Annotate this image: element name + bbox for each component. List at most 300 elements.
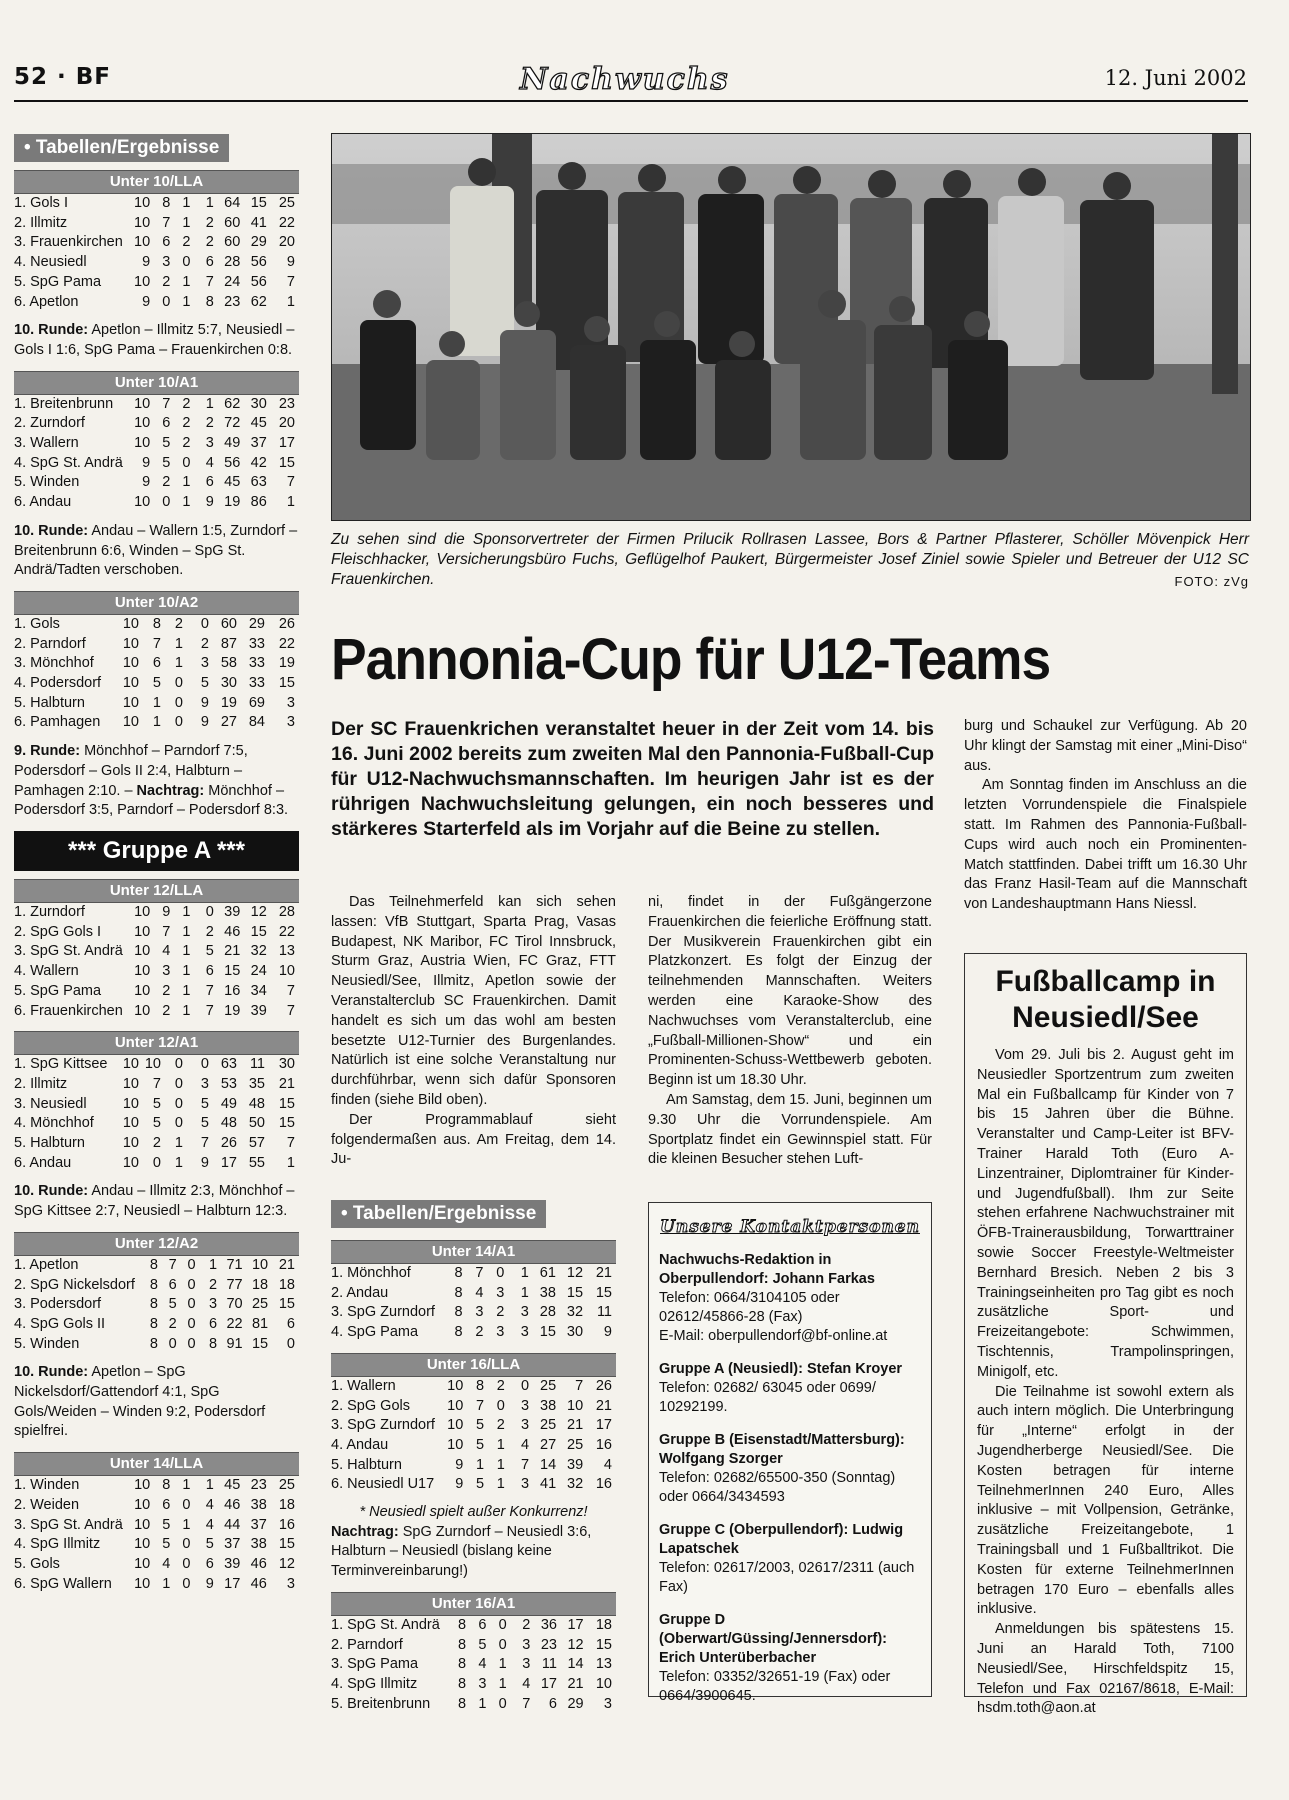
stat-value: 19: [224, 1002, 241, 1019]
stat-value: 8: [475, 1377, 485, 1394]
stat-value: 10: [122, 1135, 139, 1152]
stat-value: 81: [251, 1315, 269, 1332]
stat-value: 7: [162, 395, 171, 412]
table-row: [14, 1055, 299, 1075]
table-row: [14, 903, 299, 923]
stat-value: 0: [182, 1575, 191, 1592]
stat-value: 1: [520, 1265, 529, 1281]
team-name: 1. Wallern: [331, 1377, 396, 1394]
stat-value: 1: [498, 1656, 507, 1673]
stat-value: 18: [251, 1276, 269, 1293]
team-name: 4. Podersdorf: [14, 675, 102, 692]
stat-value: 6: [478, 1616, 487, 1633]
stat-value: 8: [458, 1616, 467, 1633]
stat-value: 0: [168, 1335, 177, 1352]
contact-details: Telefon: 02682/ 63045 oder 0699/ 10292199.: [659, 1380, 876, 1415]
stat-value: 25: [540, 1417, 557, 1434]
article-paragraph: Am Samstag, dem 15. Juni, beginnen um 9.30 Uhr die Vorrundenspiele. Am Sportplatz findet ein Gewinnspiel statt. Für die kleinen Besucher stehen Luft-: [648, 1091, 932, 1168]
stat-value: 58: [220, 655, 237, 672]
stat-value: 6: [205, 1555, 214, 1572]
stat-value: 10: [122, 714, 139, 731]
stat-value: 10: [134, 1575, 151, 1592]
stat-value: 8: [152, 615, 161, 632]
stat-value: 4: [522, 1675, 531, 1692]
stat-value: 15: [539, 1324, 556, 1341]
stat-value: 9: [142, 254, 151, 271]
stat-value: 30: [220, 675, 237, 692]
stat-value: 4: [475, 1284, 484, 1301]
stat-value: 20: [278, 415, 295, 432]
stat-value: 17: [567, 1616, 584, 1633]
team-name: 3. SpG St. Andrä: [14, 943, 123, 960]
stat-value: 0: [174, 675, 183, 692]
table-row: [331, 1284, 616, 1304]
stat-value: 62: [250, 293, 267, 310]
header-rule: [14, 100, 1248, 102]
middle-results-column: [331, 1200, 616, 1724]
article-paragraph: Der Programmablauf sieht folgendermaßen aus. Am Freitag, dem 14. Ju-: [331, 1111, 616, 1168]
table-row: [14, 1134, 299, 1154]
stat-value: 10: [134, 963, 151, 980]
team-name: 4. Neusiedl: [14, 254, 87, 271]
stat-value: 1: [498, 1675, 507, 1692]
table-title: Unter 10/A1: [14, 371, 299, 395]
table-row: [14, 253, 299, 273]
stat-value: 2: [205, 923, 214, 940]
stat-value: 32: [250, 943, 267, 960]
stat-value: 7: [168, 1256, 177, 1273]
stat-value: 1: [182, 1516, 191, 1533]
stat-value: 42: [250, 454, 267, 471]
table-row: [331, 1436, 616, 1456]
stat-value: 1: [478, 1695, 487, 1712]
team-name: 4. SpG Illmitz: [14, 1536, 101, 1553]
stat-value: 15: [224, 963, 241, 980]
stat-value: 10: [134, 415, 151, 432]
stat-value: 15: [278, 1115, 295, 1132]
table-row: [14, 493, 299, 513]
contact-details: Telefon: 02682/65500-350 (Sonntag) oder 0664/3434593: [659, 1470, 896, 1505]
camp-body: [977, 1046, 1234, 1719]
stat-value: 8: [205, 293, 214, 310]
stat-value: 15: [278, 454, 295, 471]
table-row: [331, 1416, 616, 1436]
stat-value: 34: [250, 982, 267, 999]
team-name: 3. SpG Pama: [331, 1656, 419, 1673]
stat-value: 23: [540, 1636, 557, 1653]
team-name: 5. Winden: [14, 474, 80, 491]
stat-value: 2: [496, 1304, 505, 1321]
table-row: [14, 1555, 299, 1575]
stat-value: 9: [286, 254, 295, 271]
team-name: 6. Frauenkirchen: [14, 1002, 123, 1019]
team-name: 2. Illmitz: [14, 214, 68, 231]
stat-value: 48: [220, 1115, 237, 1132]
stat-value: 4: [162, 943, 171, 960]
stat-value: 41: [540, 1476, 557, 1493]
stat-value: 2: [496, 1377, 505, 1394]
team-name: 5. Gols: [14, 1555, 60, 1572]
stat-value: 21: [567, 1417, 584, 1434]
stat-value: 9: [142, 293, 151, 310]
standings-rows: [14, 615, 299, 733]
stat-value: 1: [182, 474, 191, 491]
camp-paragraph: Die Teilnahme ist sowohl extern als auch intern möglich. Die Unterbringung für „Interne“ erfolgt in der Jugendherberge Neusiedl/See. Die Kosten betragen für interne TeilnehmerInnen 240 Euro, Alles inklusive – mit Vollpension, Getränke, zusätzliche Freizeitangebote, 1 Trainingsball und 1 Fußballtrikot. Die Kosten für externe TeilnehmerInnen betragen 170 Euro – ebenfalls alles inklusive.: [977, 1383, 1234, 1618]
stat-value: 3: [286, 694, 295, 711]
table-row: [14, 635, 299, 655]
stat-value: 0: [174, 714, 183, 731]
standings-table: [14, 371, 299, 581]
stat-value: 1: [182, 982, 191, 999]
article-paragraph: burg und Schaukel zur Verfügung. Ab 20 Uhr klingt der Samstag mit einer „Mini-Diso“ aus.: [964, 718, 1247, 774]
stat-value: 5: [200, 1115, 209, 1132]
stat-value: 7: [200, 1135, 209, 1152]
team-photo-image: [332, 134, 1250, 520]
stat-value: 7: [286, 982, 295, 999]
stat-value: 25: [251, 1296, 269, 1313]
stat-value: 0: [498, 1616, 507, 1633]
stat-value: 8: [454, 1304, 463, 1321]
stat-value: 9: [200, 1154, 209, 1171]
stat-value: 37: [224, 1536, 241, 1553]
stat-value: 3: [162, 963, 171, 980]
stat-value: 5: [162, 435, 171, 452]
standings-group-1: [14, 170, 299, 821]
table-row: [331, 1303, 616, 1323]
stat-value: 2: [162, 1002, 171, 1019]
stat-value: 0: [174, 694, 183, 711]
table-row: [14, 1075, 299, 1095]
stat-value: 1: [286, 1154, 295, 1171]
stat-value: 33: [248, 655, 265, 672]
stat-value: 3: [286, 1575, 295, 1592]
round-label: 10. Runde:: [14, 522, 89, 539]
table-row: [331, 1397, 616, 1417]
stat-value: 37: [250, 1516, 267, 1533]
camp-paragraph: Anmeldungen bis spätestens 15. Juni an Harald Toth, 7100 Neusiedl/See, Hirschfeldspitz 15, Telefon und Fax 02167/8618, E-Mail: hsdm.toth@aon.at: [977, 1621, 1234, 1717]
stat-value: 49: [224, 435, 241, 452]
stat-value: 10: [122, 1095, 139, 1112]
stat-value: 0: [498, 1695, 507, 1712]
stat-value: 10: [122, 1056, 139, 1073]
table-row: [331, 1675, 616, 1695]
stat-value: 7: [205, 273, 214, 290]
stat-value: 15: [566, 1284, 584, 1301]
stat-value: 37: [250, 435, 267, 452]
stat-value: 5: [152, 675, 161, 692]
stat-value: 23: [250, 1477, 267, 1494]
stat-value: 62: [224, 395, 241, 412]
stat-value: 44: [224, 1516, 241, 1533]
table-title: Unter 14/LLA: [14, 1452, 299, 1476]
team-name: 2. SpG Gols I: [14, 923, 102, 940]
standings-rows: [14, 194, 299, 312]
table-row: [331, 1695, 616, 1715]
stat-value: 27: [540, 1436, 557, 1453]
stat-value: 10: [134, 1496, 151, 1513]
stat-value: 8: [149, 1335, 158, 1352]
round-text: Mönchhof – Podersdorf 3:5, Parndorf – Podersdorf 8:3.: [14, 782, 289, 819]
stat-value: 21: [567, 1675, 584, 1692]
standings-rows: [14, 903, 299, 1021]
standings-table: [14, 1232, 299, 1442]
team-name: 6. Neusiedl U17: [331, 1476, 435, 1493]
stat-value: 0: [496, 1265, 505, 1281]
stat-value: 4: [162, 1555, 171, 1572]
stat-value: 25: [278, 195, 295, 211]
team-name: 3. Podersdorf: [14, 1296, 102, 1313]
stat-value: 22: [278, 214, 295, 231]
stat-value: 26: [220, 1135, 237, 1152]
stat-value: 10: [134, 1477, 151, 1494]
article-paragraph: Das Teilnehmerfeld kan sich sehen lassen: VfB Stuttgart, Sparta Prag, Vasas Budapest, NK Maribor, FC Tirol Innsbruck, Sturm Graz, Austria Wien, FC Graz, FTT Neusiedl/See, Illmitz, Apetlon sowie der Veranstalterclub SC Frauenkirchen. Damit handelt es sich um das wohl am besten besetzte U12-Turnier des Burgenlandes. Natürlich ist eine solche Veranstaltung nur durchführbar, wenn sich dafür Sponsoren finden (siehe Bild oben).: [331, 894, 616, 1108]
stat-value: 10: [134, 234, 151, 251]
stat-value: 2: [496, 1417, 505, 1434]
stat-value: 10: [447, 1436, 464, 1453]
stat-value: 7: [522, 1695, 531, 1712]
stat-value: 10: [134, 903, 151, 920]
table-row: [14, 615, 299, 635]
stat-value: 8: [458, 1636, 467, 1653]
stat-value: 0: [152, 1154, 161, 1171]
stat-value: 46: [250, 1555, 267, 1572]
round-results: [14, 321, 299, 360]
person: [450, 158, 514, 356]
stat-value: 11: [249, 1056, 265, 1073]
table-row: [14, 214, 299, 234]
team-name: 2. Parndorf: [14, 635, 86, 652]
table-title: Unter 16/LLA: [331, 1353, 616, 1377]
team-name: 4. Wallern: [14, 963, 79, 980]
stat-value: 2: [162, 273, 171, 290]
article-paragraph: Am Sonntag finden im Anschluss an die letzten Vorrundenspiele die Finalspiele statt. Im Rahmen des Pannonia-Fußball-Cups wird auch noch ein Prominenten-Match stattfinden. Dabei trifft um 16.30 Uhr das Franz Hasil-Team auf die Mannschaft von Landeshauptmann Hans Niessl.: [964, 777, 1247, 913]
stat-value: 39: [567, 1456, 584, 1473]
team-name: 2. Zurndorf: [14, 415, 85, 432]
team-name: 5. Breitenbrunn: [331, 1695, 431, 1712]
stat-value: 8: [149, 1256, 158, 1273]
contact-details: Telefon: 0664/3104105 oder 02612/45866-28 (Fax) E-Mail: oberpullendorf@bf-online.at: [659, 1290, 888, 1344]
stat-value: 33: [248, 635, 265, 652]
team-name: 3. SpG St. Andrä: [14, 1516, 123, 1533]
round-label: 10. Runde:: [14, 1183, 89, 1200]
table-title: Unter 10/A2: [14, 591, 299, 615]
table-row: [14, 942, 299, 962]
stat-value: 10: [122, 615, 139, 632]
stat-value: 10: [122, 1075, 139, 1092]
stat-value: 5: [200, 675, 209, 692]
stat-value: 46: [250, 1575, 267, 1592]
contact-details: Telefon: 02617/2003, 02617/2311 (auch Fax): [659, 1560, 915, 1595]
round-text: Mönchhof – Parndorf 7:5, Podersdorf – Gols II 2:4, Halbturn – Pamhagen 2:10. –: [14, 743, 248, 799]
stat-value: 6: [162, 415, 171, 432]
team-name: 6. Pamhagen: [14, 714, 101, 731]
team-name: 4. SpG Gols II: [14, 1315, 106, 1332]
round-text: Andau – Wallern 1:5, Zurndorf – Breitenbrunn 6:6, Winden – SpG St. Andrä/Tadten verschoben.: [14, 522, 298, 579]
contact-entry: [659, 1611, 921, 1706]
table-row: [331, 1377, 616, 1397]
stat-value: 5: [478, 1636, 487, 1653]
stat-value: 0: [496, 1397, 505, 1414]
stat-value: 7: [475, 1265, 484, 1281]
team-name: 1. Gols: [14, 615, 60, 632]
stat-value: 50: [248, 1115, 265, 1132]
stat-value: 7: [205, 982, 214, 999]
stat-value: 60: [220, 615, 237, 632]
stat-value: 15: [278, 1296, 295, 1313]
photo-credit: FOTO: zVg: [1174, 574, 1249, 589]
round-label: 10. Runde:: [14, 322, 89, 339]
stat-value: 71: [226, 1256, 243, 1273]
stat-value: 10: [134, 1002, 151, 1019]
article-paragraph: ni, findet in der Fußgängerzone Frauenkirchen die feierliche Eröffnung statt. Der Musikverein Frauenkirchen gibt ein Platzkonzert. Es folgt der Einzug der teilnehmenden Mannschaften. Weiters werden eine Karaoke-Show des Nachwuchses vom Veranstalterclub, eine „Fußball-Millionen-Show“ und ein Prominenten-Schuss-Wettbewerb geboten. Beginn ist um 18.30 Uhr.: [648, 894, 932, 1089]
standings-table: [331, 1353, 616, 1582]
stat-value: 91: [226, 1335, 243, 1352]
stat-value: 9: [200, 714, 209, 731]
stat-value: 9: [603, 1324, 612, 1341]
article-lead: Der SC Frauenkrichen veranstaltet heuer in der Zeit vom 14. bis 16. Juni 2002 bereits zum zweiten Mal den Pannonia-Fußball-Cup für U12-Nachwuchsmannschaften. Im heurigen Jahr ist es der rührigen Nachwuchsleitung gelungen, ein noch besseres und stärkeres Starterfeld als im Vorjahr auf die Beine zu stellen.: [331, 718, 934, 840]
stat-value: 4: [478, 1656, 487, 1673]
table-footnote: * Neusiedl spielt außer Konkurrenz!: [359, 1504, 588, 1521]
table-row: [14, 1114, 299, 1134]
team-photo: [331, 133, 1251, 521]
round-text: Apetlon – Illmitz 5:7, Neusiedl – Gols I 1:6, SpG Pama – Frauenkirchen 0:8.: [14, 322, 295, 358]
stat-value: 25: [567, 1436, 584, 1453]
stat-value: 8: [162, 195, 171, 211]
stat-value: 1: [286, 494, 295, 511]
stat-value: 28: [278, 903, 295, 920]
stat-value: 13: [595, 1656, 612, 1673]
round-label: 9. Runde:: [14, 743, 81, 760]
stat-value: 1: [174, 1154, 183, 1171]
section-title: Nachwuchs: [520, 62, 730, 97]
stat-value: 2: [174, 615, 183, 632]
stat-value: 17: [540, 1675, 557, 1692]
stat-value: 7: [162, 214, 171, 231]
team-name: 6. Andau: [14, 1154, 72, 1171]
stat-value: 10: [134, 923, 151, 940]
team-name: 2. SpG Nickelsdorf: [14, 1276, 135, 1293]
team-name: 4. SpG Illmitz: [331, 1675, 418, 1692]
stat-value: 7: [521, 1456, 530, 1473]
stat-value: 7: [286, 474, 295, 491]
stat-value: 11: [541, 1656, 557, 1673]
table-row: [14, 674, 299, 694]
stat-value: 2: [162, 982, 171, 999]
stat-value: 10: [134, 1536, 151, 1553]
stat-value: 3: [475, 1304, 484, 1321]
stat-value: 10: [134, 214, 151, 231]
team-name: 1. SpG St. Andrä: [331, 1616, 440, 1633]
round-label: 10. Runde:: [14, 1364, 89, 1381]
standings-group-2: [14, 879, 299, 1594]
camp-title: Fußballcamp in Neusiedl/See: [995, 965, 1216, 1034]
stat-value: 33: [248, 675, 265, 692]
standings-table: [14, 1452, 299, 1594]
stat-value: 48: [248, 1095, 265, 1112]
stat-value: 0: [286, 1335, 295, 1352]
table-row: [14, 923, 299, 943]
stat-value: 30: [250, 395, 267, 412]
table-row: [14, 1295, 299, 1315]
stat-value: 39: [224, 903, 241, 920]
round-label: Nachtrag:: [331, 1523, 399, 1540]
stat-value: 0: [174, 1056, 183, 1073]
stat-value: 8: [458, 1695, 467, 1712]
stat-value: 36: [540, 1616, 557, 1633]
round-text: Andau – Illmitz 2:3, Mönchhof – SpG Kittsee 2:7, Neusiedl – Halbturn 12:3.: [14, 1183, 295, 1220]
stat-value: 6: [286, 1315, 295, 1332]
round-results: [331, 1523, 616, 1582]
stat-value: 8: [458, 1675, 467, 1692]
stat-value: 12: [567, 1636, 584, 1653]
standings-rows: [14, 395, 299, 513]
stat-value: 17: [278, 435, 295, 452]
team-name: 6. Andau: [14, 494, 72, 511]
stat-value: 15: [278, 1536, 295, 1553]
team-name: 3. Neusiedl: [14, 1095, 87, 1112]
stat-value: 8: [149, 1296, 158, 1313]
team-name: 4. SpG St. Andrä: [14, 454, 123, 471]
round-label: Nachtrag:: [136, 782, 205, 799]
stat-value: 16: [224, 982, 241, 999]
article-column-3: [964, 717, 1247, 915]
stat-value: 16: [595, 1476, 612, 1493]
stat-value: 23: [224, 293, 241, 310]
stat-value: 3: [496, 1284, 505, 1301]
table-row: [14, 1154, 299, 1174]
stat-value: 1: [205, 1477, 214, 1494]
stat-value: 10: [134, 494, 151, 511]
stat-value: 10: [134, 1555, 151, 1572]
stat-value: 9: [142, 454, 151, 471]
stat-value: 29: [248, 615, 265, 632]
stat-value: 0: [521, 1377, 530, 1394]
table-title: Unter 12/A1: [14, 1031, 299, 1055]
stat-value: 9: [455, 1476, 464, 1493]
stat-value: 15: [278, 1095, 295, 1112]
stat-value: 87: [220, 635, 237, 652]
stat-value: 86: [250, 494, 267, 511]
photo-caption: [331, 530, 1249, 592]
table-row: [331, 1655, 616, 1675]
stat-value: 26: [595, 1377, 612, 1394]
stat-value: 7: [162, 923, 171, 940]
stat-value: 3: [200, 655, 209, 672]
stat-value: 63: [220, 1056, 237, 1073]
stat-value: 30: [566, 1324, 584, 1341]
table-row: [14, 454, 299, 474]
stat-value: 15: [595, 1636, 612, 1653]
table-row: [14, 1516, 299, 1536]
team-name: 1. Winden: [14, 1477, 80, 1494]
results-section-label: • Tabellen/Ergebnisse: [14, 134, 229, 162]
stat-value: 28: [539, 1304, 556, 1321]
stat-value: 21: [278, 1256, 295, 1273]
stat-value: 15: [595, 1284, 612, 1301]
team-name: 6. SpG Wallern: [14, 1575, 112, 1592]
stat-value: 29: [250, 234, 267, 251]
table-row: [14, 1476, 299, 1496]
stat-value: 18: [278, 1276, 295, 1293]
stat-value: 3: [521, 1397, 530, 1414]
stat-value: 8: [149, 1315, 158, 1332]
stat-value: 7: [286, 1135, 295, 1152]
team-name: 3. SpG Zurndorf: [331, 1304, 435, 1321]
stat-value: 6: [205, 963, 214, 980]
table-row: [14, 194, 299, 214]
stat-value: 7: [475, 1397, 485, 1414]
table-title: Unter 12/LLA: [14, 879, 299, 903]
